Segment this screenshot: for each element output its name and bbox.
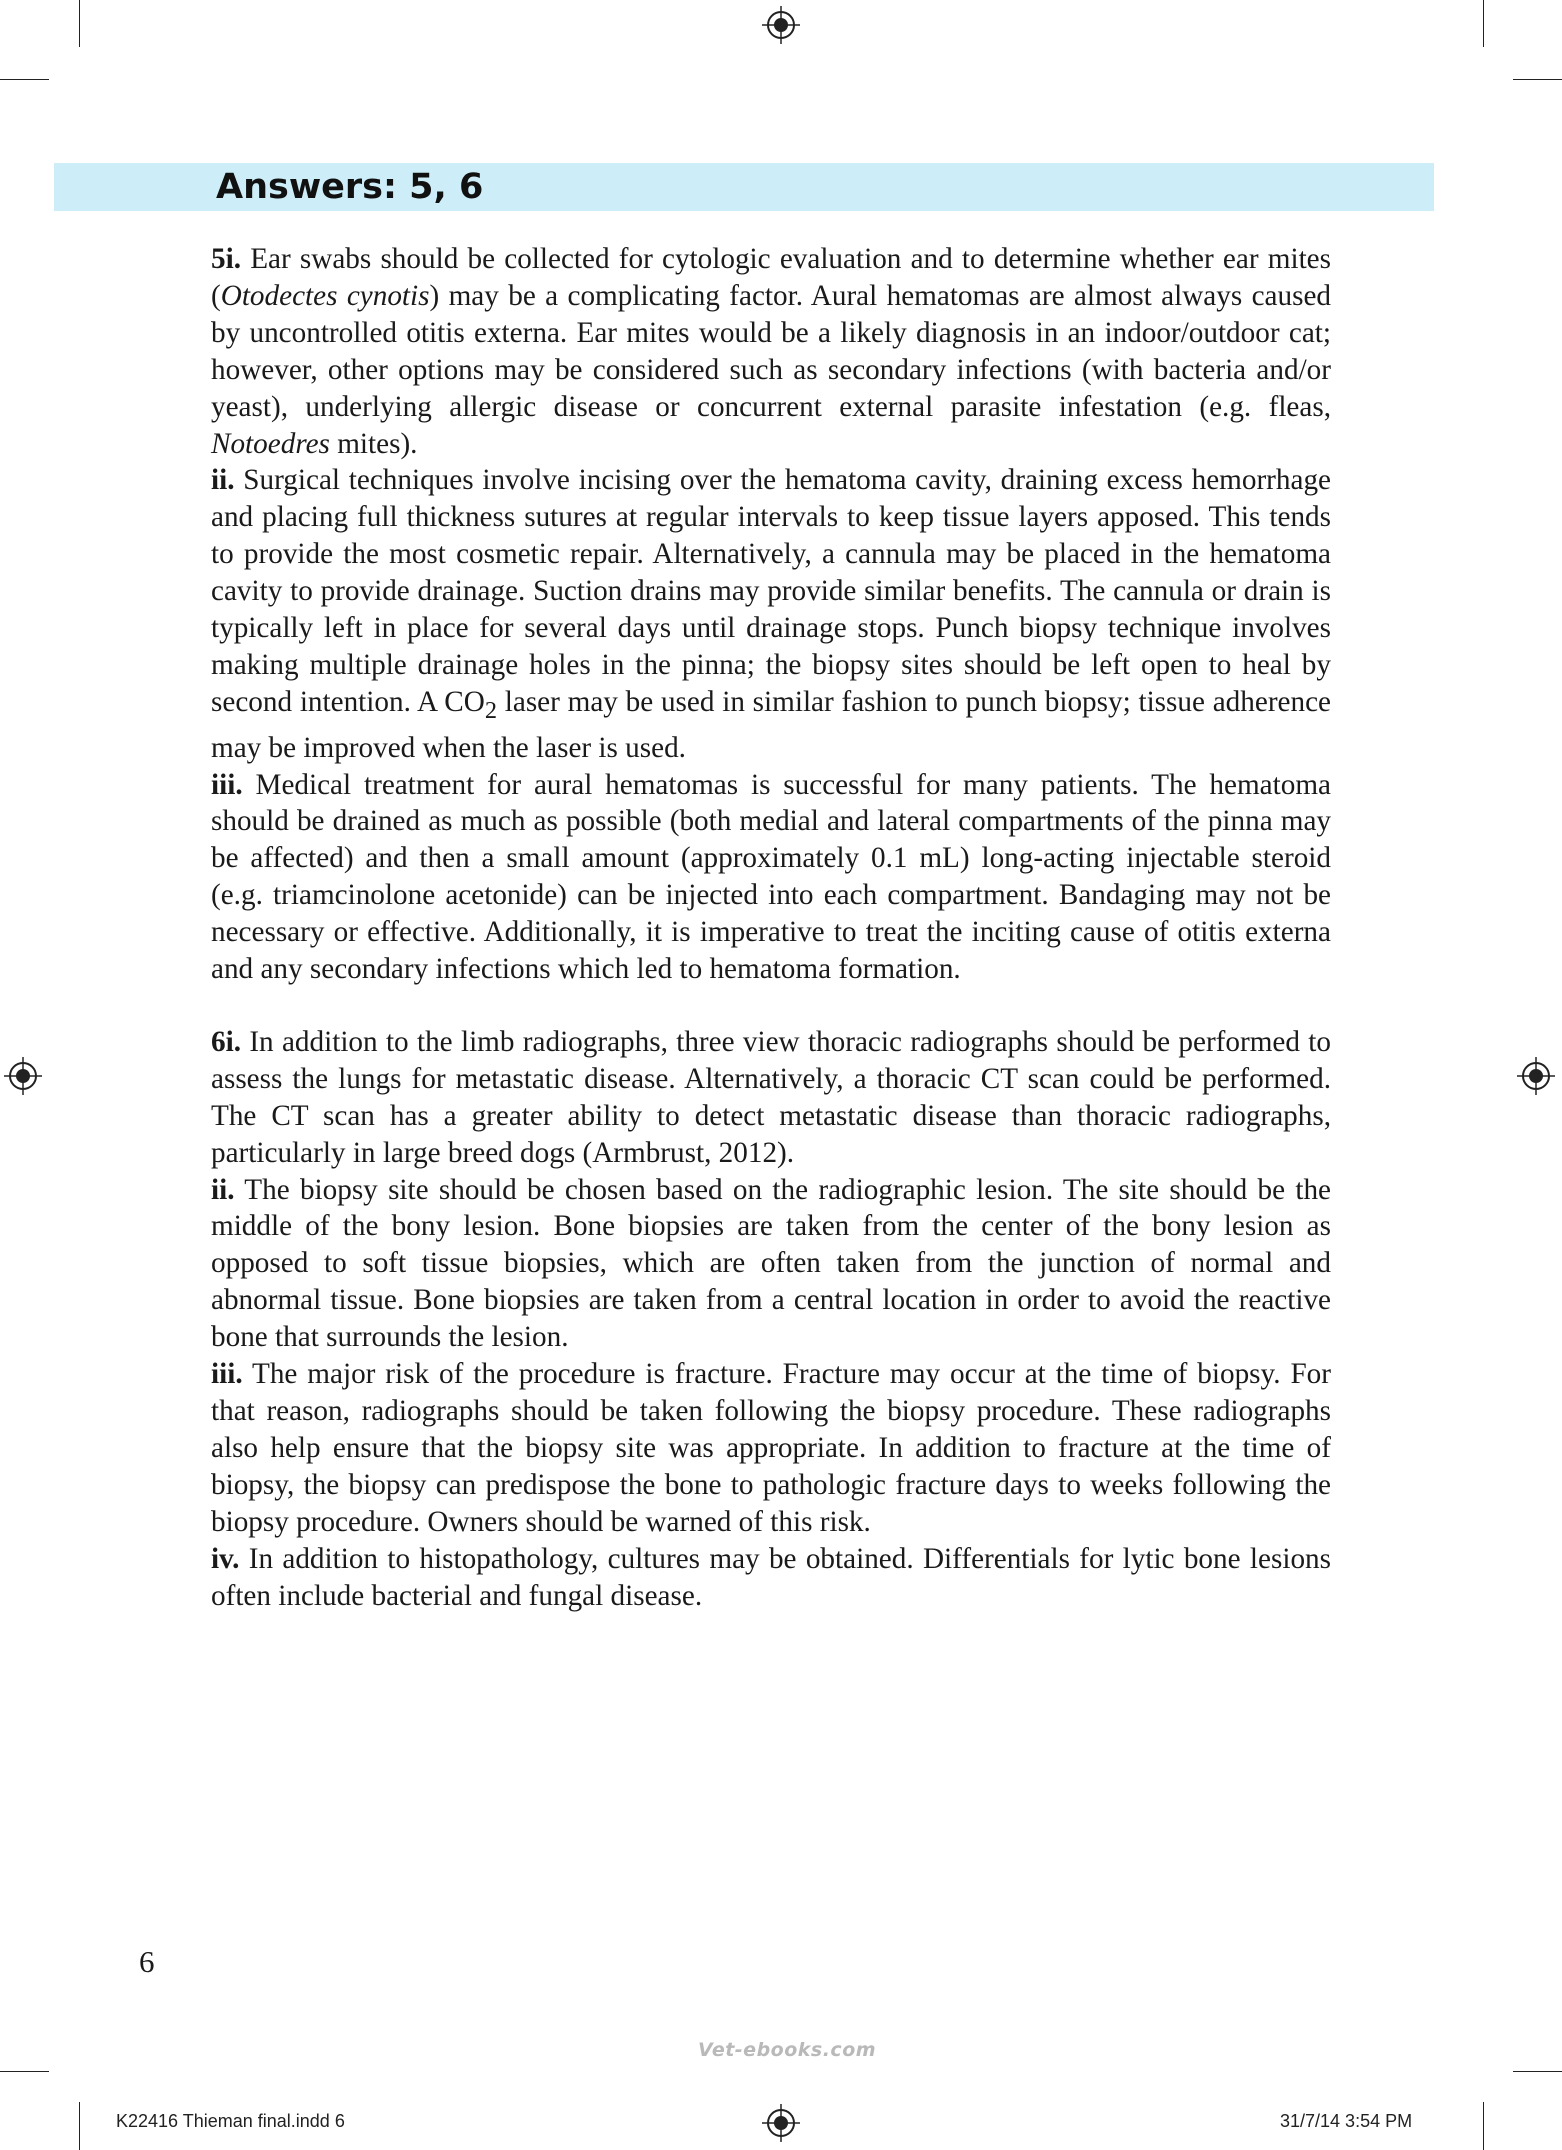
answer-label: iii. <box>211 768 243 801</box>
answer-6ii: ii. The biopsy site should be chosen based on the radiographic lesion. The site should be the middle of the bony lesion. Bone biopsies are taken from the center of the bony lesion as opposed to soft tissue biopsies, which are often taken from the junction of normal and abnormal tissue. Bone biopsies are taken from a central location in order to avoid the reactive bone that surrounds the lesion. <box>211 1173 1331 1354</box>
answer-5ii: ii. Surgical techniques involve incising over the hematoma cavity, draining excess hemorrhage and placing full thickness sutures at regular intervals to keep tissue layers apposed. This tends to provide the most cosmetic repair. Alternatively, a cannula may be placed in the hematoma cavity to provide drainage. Suction drains may provide similar benefits. The cannula or drain is typically left in place for several days until drainage stops. Punch biopsy technique involves making multiple drainage holes in the pinna; the biopsy sites should be left open to heal by second intention. A $CO_2$ laser may be used in similar fashion to punch biopsy; tissue adherence may be improved when the laser is used. <box>211 464 1331 764</box>
answer-label: 5i. <box>211 243 241 275</box>
answer-5iii: iii. Medical treatment for aural hematomas is successful for many patients. The hematoma should be drained as much as possible (both medial and lateral compartments of the pinna may be affected) and then a small amount (approximately 0.1 mL) long-acting injectable steroid (e.g. triamcinolone acetonide) can be injected into each compartment. Bandaging may not be necessary or effective. Additionally, it is imperative to treat the inciting cause of otitis externa and any secondary infections which led to hematoma formation. <box>211 768 1331 986</box>
answer-label: ii. <box>211 1173 235 1206</box>
page-number: 6 <box>139 1944 155 1979</box>
answer-text <box>211 241 1331 1614</box>
species-name: Otodectes cynotis <box>220 279 430 312</box>
crop-mark <box>1513 79 1562 80</box>
crop-mark <box>1513 2071 1562 2072</box>
crop-mark <box>1483 2102 1484 2150</box>
crop-mark <box>0 79 49 80</box>
print-slug-date: 31/7/14 3:54 PM <box>1280 2111 1413 2131</box>
registration-mark-icon <box>762 2104 800 2142</box>
answer-label: 6i. <box>211 1025 241 1058</box>
answer-label: iv. <box>211 1542 240 1575</box>
print-slug-file: K22416 Thieman final.indd 6 <box>116 2111 345 2131</box>
registration-mark-icon <box>1517 1057 1555 1095</box>
species-name: Notoedres <box>211 427 330 460</box>
registration-mark-icon <box>4 1057 42 1095</box>
answer-5i: 5i. Ear swabs should be collected for cytologic evaluation and to determine whether ear mites (Otodectes cynotis) may be a complicating factor. Aural hematomas are almost always caused by uncontrolled otitis externa. Ear mites would be a likely diagnosis in an indoor/outdoor cat; however, other options may be considered such as secondary infections (with bacteria and/or yeast), underlying allergic disease or concurrent external parasite infestation (e.g. fleas, Notoedres mites). <box>211 243 1331 460</box>
crop-mark <box>79 0 80 47</box>
answer-6iv: iv. In addition to histopathology, cultures may be obtained. Differentials for lytic bone lesions often include bacterial and fungal disease. <box>211 1542 1331 1612</box>
registration-mark-icon <box>762 6 800 44</box>
answer-6i: 6i. In addition to the limb radiographs, three view thoracic radiographs should be performed to assess the lungs for metastatic disease. Alternatively, a thoracic CT scan could be performed. The CT scan has a greater ability to detect metastatic disease than thoracic radiographs, particularly in large breed dogs (Armbrust, 2012). <box>211 1025 1331 1169</box>
crop-mark <box>1483 0 1484 47</box>
crop-mark <box>79 2102 80 2150</box>
section-title: Answers: 5, 6 <box>216 167 484 207</box>
answer-6iii: iii. The major risk of the procedure is fracture. Fracture may occur at the time of biopsy. For that reason, radiographs should be taken following the biopsy procedure. These radiographs also help ensure that the biopsy site was appropriate. In addition to fracture at the time of biopsy, the biopsy can predispose the bone to pathologic fracture days to weeks following the biopsy procedure. Owners should be warned of this risk. <box>211 1358 1331 1538</box>
crop-mark <box>0 2071 49 2072</box>
watermark: Vet-ebooks.com <box>698 2039 877 2061</box>
answer-label: iii. <box>211 1358 243 1391</box>
answer-label: ii. <box>211 464 235 497</box>
